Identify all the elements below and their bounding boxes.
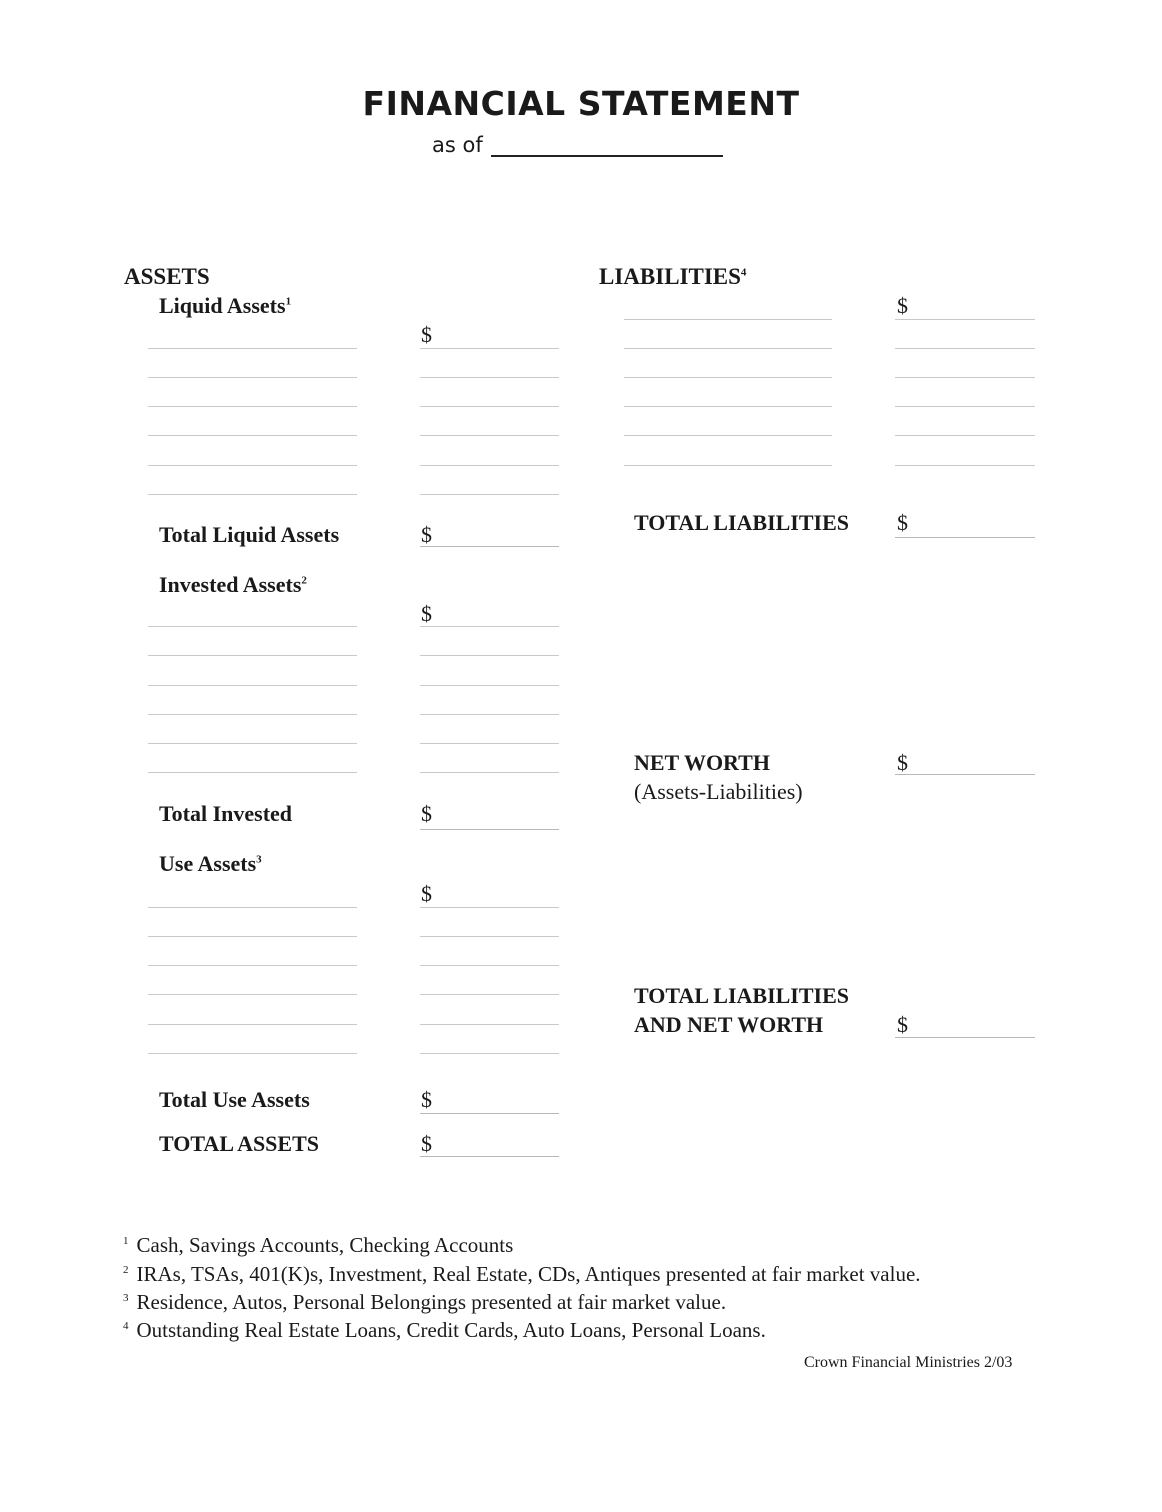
liability-name-field[interactable]	[624, 406, 832, 407]
liability-value-field[interactable]	[895, 465, 1035, 466]
liabilities-heading: LIABILITIES$^4$	[599, 264, 747, 289]
dollar-sign: $	[421, 1087, 432, 1112]
total-invested-value-field[interactable]	[420, 829, 559, 830]
as-of-label: as of	[432, 133, 483, 157]
total-liabilities-label: TOTAL LIABILITIES	[634, 510, 850, 535]
use-asset-value-field[interactable]	[420, 1053, 559, 1054]
dollar-sign: $	[421, 801, 432, 826]
liquid-asset-value-field[interactable]	[420, 377, 559, 378]
footnote-4: $^4$ Outstanding Real Estate Loans, Credit Cards, Auto Loans, Personal Loans.	[123, 1318, 766, 1342]
use-asset-name-field[interactable]	[148, 936, 357, 937]
liability-name-field[interactable]	[624, 435, 832, 436]
credit-line: Crown Financial Ministries 2/03	[804, 1354, 1013, 1371]
invested-asset-name-field[interactable]	[148, 655, 357, 656]
liquid-asset-name-field[interactable]	[148, 377, 357, 378]
liquid-assets-heading: Liquid Assets$^1$	[159, 293, 292, 318]
as-of-date-field[interactable]	[491, 155, 723, 157]
liquid-asset-name-field[interactable]	[148, 406, 357, 407]
dollar-sign: $	[421, 881, 432, 906]
invested-assets-heading: Invested Assets$^2$	[159, 572, 307, 597]
invested-asset-name-field[interactable]	[148, 685, 357, 686]
total-assets-label: TOTAL ASSETS	[159, 1131, 320, 1156]
liquid-asset-name-field[interactable]	[148, 465, 357, 466]
liability-value-field[interactable]	[895, 319, 1035, 320]
dollar-sign: $	[897, 293, 908, 318]
net-worth-subtitle: (Assets-Liabilities)	[634, 779, 803, 804]
use-asset-value-field[interactable]	[420, 936, 559, 937]
net-worth-label: NET WORTH	[634, 750, 770, 775]
footnote-1: $^1$ Cash, Savings Accounts, Checking Accounts	[123, 1233, 514, 1257]
total-liabilities-net-worth-value-field[interactable]	[895, 1037, 1035, 1038]
invested-asset-value-field[interactable]	[420, 655, 559, 656]
use-asset-name-field[interactable]	[148, 1024, 357, 1025]
total-assets-value-field[interactable]	[420, 1156, 559, 1157]
total-use-value-field[interactable]	[420, 1113, 559, 1114]
use-asset-value-field[interactable]	[420, 965, 559, 966]
total-use-assets-label: Total Use Assets	[159, 1087, 310, 1112]
total-liabilities-net-worth-line1: TOTAL LIABILITIES	[634, 983, 850, 1008]
liquid-asset-name-field[interactable]	[148, 494, 357, 495]
use-asset-name-field[interactable]	[148, 907, 357, 908]
dollar-sign: $	[421, 322, 432, 347]
use-asset-value-field[interactable]	[420, 1024, 559, 1025]
liquid-asset-name-field[interactable]	[148, 348, 357, 349]
dollar-sign: $	[897, 750, 908, 775]
use-asset-value-field[interactable]	[420, 907, 559, 908]
dollar-sign: $	[897, 510, 908, 535]
total-liquid-value-field[interactable]	[420, 546, 559, 547]
use-asset-value-field[interactable]	[420, 994, 559, 995]
invested-asset-name-field[interactable]	[148, 772, 357, 773]
liquid-asset-value-field[interactable]	[420, 348, 559, 349]
invested-asset-name-field[interactable]	[148, 743, 357, 744]
total-liquid-assets-label: Total Liquid Assets	[159, 522, 340, 547]
liquid-asset-value-field[interactable]	[420, 406, 559, 407]
liability-value-field[interactable]	[895, 406, 1035, 407]
page-title: FINANCIAL STATEMENT	[362, 84, 800, 123]
use-asset-name-field[interactable]	[148, 994, 357, 995]
footnote-2: $^2$ IRAs, TSAs, 401(K)s, Investment, Real Estate, CDs, Antiques presented at fair market value.	[123, 1262, 921, 1286]
invested-asset-name-field[interactable]	[148, 626, 357, 627]
total-liabilities-net-worth-line2: AND NET WORTH	[634, 1012, 824, 1037]
liability-name-field[interactable]	[624, 319, 832, 320]
liquid-asset-value-field[interactable]	[420, 494, 559, 495]
liability-name-field[interactable]	[624, 348, 832, 349]
use-asset-name-field[interactable]	[148, 965, 357, 966]
use-assets-heading: Use Assets$^3$	[159, 851, 262, 876]
total-invested-label: Total Invested	[159, 801, 293, 826]
liability-value-field[interactable]	[895, 435, 1035, 436]
dollar-sign: $	[421, 522, 432, 547]
liability-name-field[interactable]	[624, 377, 832, 378]
liability-name-field[interactable]	[624, 465, 832, 466]
dollar-sign: $	[421, 1131, 432, 1156]
invested-asset-value-field[interactable]	[420, 772, 559, 773]
dollar-sign: $	[421, 601, 432, 626]
liability-value-field[interactable]	[895, 377, 1035, 378]
liability-value-field[interactable]	[895, 348, 1035, 349]
invested-asset-value-field[interactable]	[420, 714, 559, 715]
liquid-asset-value-field[interactable]	[420, 465, 559, 466]
footnote-3: $^3$ Residence, Autos, Personal Belongings presented at fair market value.	[123, 1290, 727, 1314]
invested-asset-value-field[interactable]	[420, 685, 559, 686]
net-worth-value-field[interactable]	[895, 774, 1035, 775]
dollar-sign: $	[897, 1012, 908, 1037]
assets-heading: ASSETS	[124, 264, 210, 289]
invested-asset-value-field[interactable]	[420, 743, 559, 744]
invested-asset-name-field[interactable]	[148, 714, 357, 715]
liquid-asset-value-field[interactable]	[420, 435, 559, 436]
liquid-asset-name-field[interactable]	[148, 435, 357, 436]
total-liabilities-value-field[interactable]	[895, 537, 1035, 538]
use-asset-name-field[interactable]	[148, 1053, 357, 1054]
invested-asset-value-field[interactable]	[420, 626, 559, 627]
